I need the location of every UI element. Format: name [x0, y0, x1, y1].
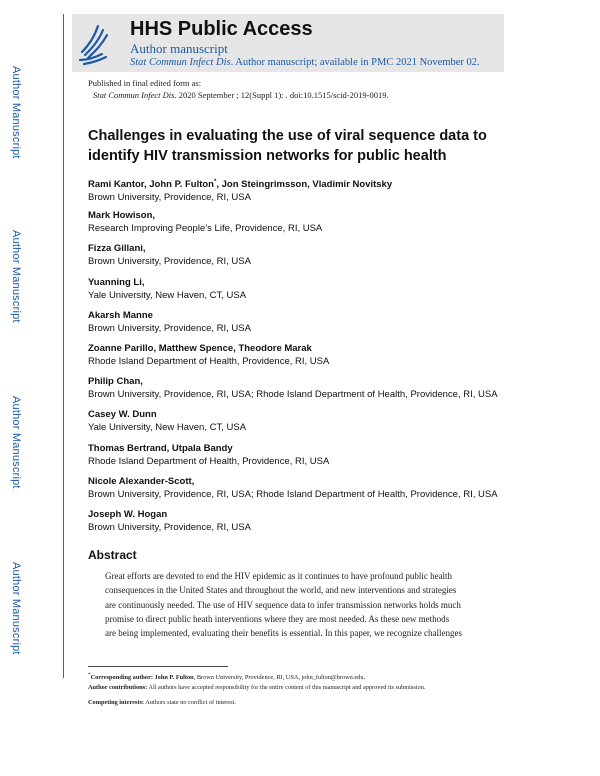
author-block — [88, 508, 528, 541]
author-block — [88, 475, 528, 508]
author-affiliation: Brown University, Providence, RI, USA — [88, 521, 251, 533]
author-block — [88, 242, 528, 275]
footnotes — [88, 670, 528, 708]
author-block — [88, 375, 528, 408]
author-affiliation: Brown University, Providence, RI, USA — [88, 256, 251, 268]
sidebar-author-manuscript-label-2: Author Manuscript — [10, 230, 22, 323]
corresponding-author-marker: * — [213, 179, 217, 185]
author-affiliation: Brown University, Providence, RI, USA — [88, 192, 251, 204]
author-names: Nicole Alexander-Scott, — [88, 475, 195, 487]
author-names: Fizza Gillani, — [88, 243, 146, 255]
author-names-text: Rami Kantor, John P. Fulton — [88, 179, 214, 191]
author-affiliation: Brown University, Providence, RI, USA — [88, 322, 251, 334]
author-contributions-footnote — [88, 683, 528, 693]
author-names: Yuanning Li, — [88, 276, 145, 288]
author-names: Thomas Bertrand, Utpala Bandy — [88, 442, 233, 454]
author-contributions-label: Author contributions: — [88, 684, 148, 692]
corresponding-author-text: , Brown University, Providence, RI, USA, john_fulton@brown.edu. — [193, 674, 366, 682]
author-block — [88, 342, 528, 375]
availability-text: . Author manuscript; available in PMC 2021 November 02. — [230, 57, 480, 68]
published-in-label: Published in final edited form as: — [88, 78, 202, 88]
corresponding-author-footnote — [88, 670, 528, 683]
competing-interests-text: Authors state no conflict of interest. — [144, 699, 236, 707]
author-names: Philip Chan, — [88, 376, 143, 388]
author-names — [88, 176, 528, 191]
availability-journal-name: Stat Commun Infect Dis — [130, 57, 231, 68]
author-names: Zoanne Parillo, Matthew Spence, Theodore Marak — [88, 342, 312, 354]
abstract-body — [105, 569, 525, 640]
hhs-public-access-title: HHS Public Access — [130, 18, 313, 40]
author-block — [88, 408, 528, 441]
author-affiliation: Rhode Island Department of Health, Providence, RI, USA — [88, 355, 330, 367]
competing-interests-label: Competing interests: — [88, 699, 145, 707]
abstract-heading: Abstract — [88, 548, 137, 562]
competing-interests-footnote — [88, 698, 528, 708]
author-block — [88, 309, 528, 342]
sidebar-author-manuscript-label-3: Author Manuscript — [10, 396, 22, 489]
author-affiliation: Yale University, New Haven, CT, USA — [88, 289, 247, 301]
author-block — [88, 176, 528, 209]
abstract-line: promise to direct public heath interventions where they are most needed. As these new methods — [105, 613, 450, 624]
citation-journal-name: Stat Commun Infect Dis — [93, 90, 175, 100]
author-names-text: , Jon Steingrimsson, Vladimir Novitsky — [216, 179, 393, 191]
footnote-marker: * — [88, 672, 91, 678]
citation-line — [93, 90, 389, 100]
author-affiliation: Brown University, Providence, RI, USA; Rhode Island Department of Health, Providence, RI, USA — [88, 488, 498, 500]
paper-title — [88, 126, 508, 166]
author-names: Joseph W. Hogan — [88, 508, 168, 520]
sidebar-author-manuscript-label-1: Author Manuscript — [10, 66, 22, 159]
sidebar-author-manuscript-label-4: Author Manuscript — [10, 562, 22, 655]
author-list — [88, 176, 528, 541]
author-names: Mark Howison, — [88, 210, 156, 222]
author-affiliation: Research Improving People’s Life, Providence, RI, USA — [88, 223, 323, 235]
author-affiliation: Brown University, Providence, RI, USA; Rhode Island Department of Health, Providence, RI, USA — [88, 389, 498, 401]
pmc-availability-line — [130, 57, 480, 68]
author-names: Akarsh Manne — [88, 309, 153, 321]
paper-title-line-1: Challenges in evaluating the use of viral sequence data to — [88, 128, 487, 144]
abstract-line: consequences in the United States and throughout the world, and new interventions and strategies — [105, 585, 457, 596]
corresponding-author-label: Corresponding author: John P. Fulton — [90, 674, 194, 682]
author-block — [88, 442, 528, 475]
hhs-eagle-logo-icon — [76, 20, 112, 66]
author-block — [88, 209, 528, 242]
author-block — [88, 276, 528, 309]
abstract-line: are being implemented, evaluating their benefits is essential. In this paper, we recognize challenges — [105, 628, 463, 639]
author-affiliation: Yale University, New Haven, CT, USA — [88, 422, 247, 434]
citation-details: . 2020 September ; 12(Suppl 1): . doi:10.1515/scid-2019-0019. — [174, 90, 389, 100]
author-affiliation: Rhode Island Department of Health, Providence, RI, USA — [88, 455, 330, 467]
abstract-line: are continuously needed. The use of HIV sequence data to infer transmission networks holds much — [105, 599, 461, 610]
author-names: Casey W. Dunn — [88, 409, 157, 421]
paper-title-line-2: identify HIV transmission networks for public health — [88, 148, 447, 164]
author-contributions-text: All authors have accepted responsibility for the entire content of this manuscript and approved its submission. — [147, 684, 426, 692]
margin-divider-line — [63, 14, 64, 678]
author-manuscript-subtitle: Author manuscript — [130, 41, 228, 56]
abstract-line: Great efforts are devoted to end the HIV epidemic as it continues to have profound public health — [105, 571, 453, 581]
footnote-divider — [88, 666, 228, 667]
